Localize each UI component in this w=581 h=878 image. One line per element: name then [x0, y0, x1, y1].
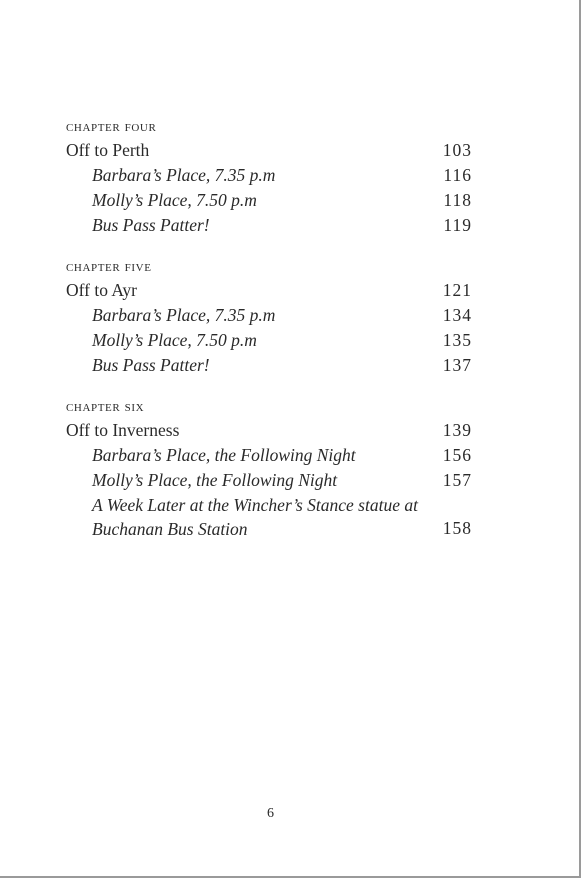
chapter-heading: chapter four — [66, 119, 157, 135]
entry-page: 116 — [443, 165, 472, 185]
toc-subentry — [66, 303, 472, 328]
chapter-six-section — [66, 396, 472, 541]
toc-subentry — [66, 213, 472, 238]
toc-entry — [66, 138, 472, 163]
entry-title: Barbara’s Place, 7.35 p.m — [92, 305, 276, 325]
entry-page: 103 — [442, 140, 472, 160]
entry-title: Off to Perth — [66, 140, 150, 160]
toc-subentry — [66, 353, 472, 378]
entry-title: Bus Pass Patter! — [92, 355, 210, 375]
entry-title: Off to Ayr — [66, 280, 137, 300]
toc-subentry — [66, 163, 472, 188]
entry-title-line: Buchanan Bus Station — [92, 519, 248, 539]
chapter-heading: chapter six — [66, 399, 145, 415]
toc-entry — [66, 418, 472, 443]
entry-title: Molly’s Place, 7.50 p.m — [92, 190, 257, 210]
entry-page: 134 — [442, 305, 472, 325]
entry-page: 158 — [442, 518, 472, 538]
entry-title: Bus Pass Patter! — [92, 215, 210, 235]
entry-title: Barbara’s Place, the Following Night — [92, 445, 356, 465]
entry-title: Molly’s Place, the Following Night — [92, 470, 338, 490]
entry-page: 137 — [442, 355, 472, 375]
chapter-five-section — [66, 256, 472, 378]
toc-entry — [66, 278, 472, 303]
entry-page: 121 — [442, 280, 472, 300]
entry-title-line: A Week Later at the Wincher’s Stance statue at — [92, 495, 418, 515]
entry-page: 157 — [442, 470, 472, 490]
entry-page: 139 — [442, 420, 472, 440]
entry-title: Barbara’s Place, 7.35 p.m — [92, 165, 276, 185]
entry-page: 135 — [442, 330, 472, 350]
toc-subentry — [66, 188, 472, 213]
toc-subentry — [66, 468, 472, 493]
entry-page: 156 — [442, 445, 472, 465]
chapter-four-section — [66, 116, 472, 238]
entry-title: Off to Inverness — [66, 420, 180, 440]
entry-page: 119 — [443, 215, 472, 235]
entry-title — [92, 493, 438, 541]
toc-subentry — [66, 493, 472, 541]
entry-page: 118 — [443, 190, 472, 210]
table-of-contents — [66, 116, 472, 559]
toc-subentry — [66, 328, 472, 353]
chapter-heading: chapter five — [66, 259, 152, 275]
toc-subentry — [66, 443, 472, 468]
entry-title: Molly’s Place, 7.50 p.m — [92, 330, 257, 350]
page-number: 6 — [267, 806, 274, 821]
